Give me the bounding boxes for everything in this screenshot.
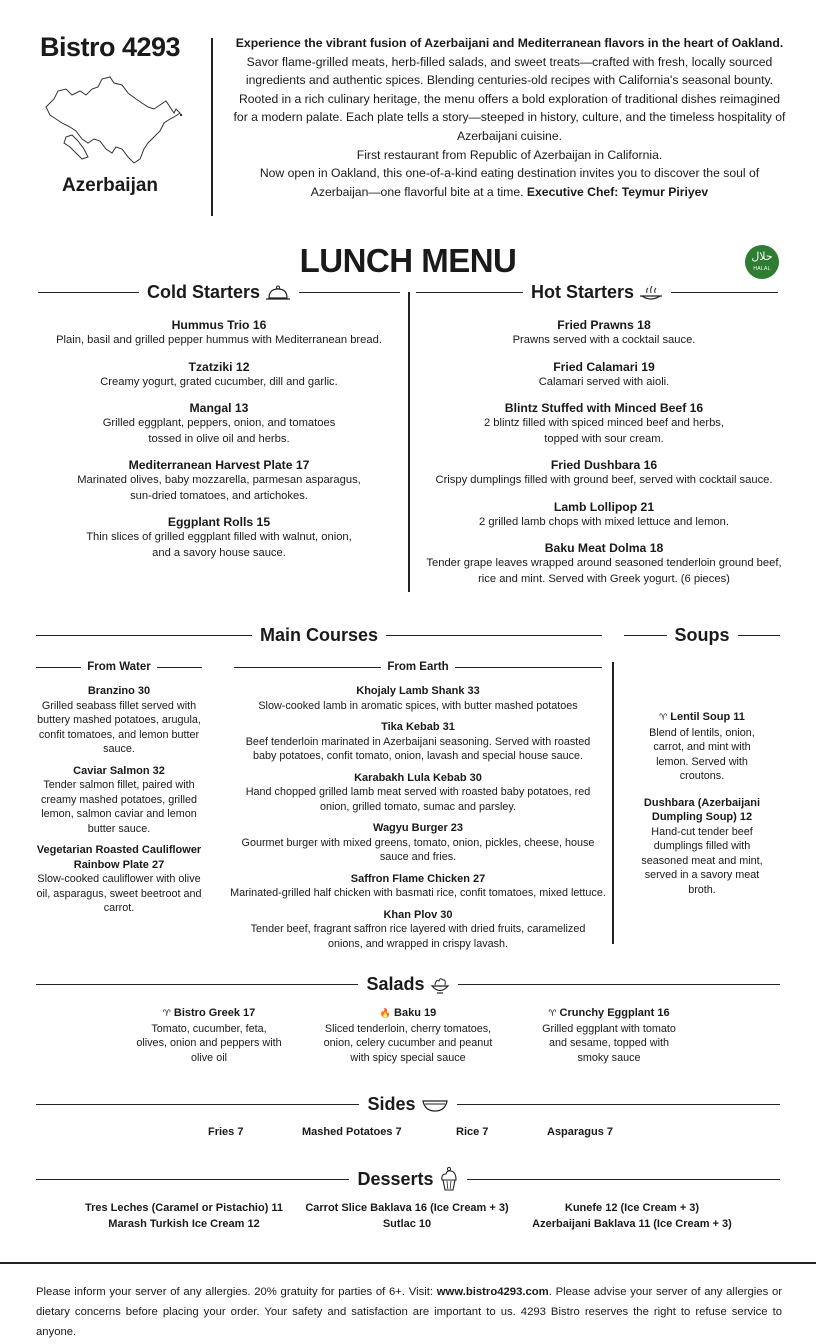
item-name: Lamb Lollipop 21 — [553, 499, 655, 514]
restaurant-name: Bistro 4293 — [39, 32, 181, 62]
item-description: Hand chopped grilled lamb meat served with roasted baby potatoes, red onion, grilled tomato, sumac and parsley. — [245, 786, 591, 813]
main-courses-header — [36, 625, 602, 646]
item-description: Beef tenderloin marinated in Azerbaijani seasoning. Served with roasted baby potatoes, confit tomato, onion, lavash and special house sauce. — [245, 735, 591, 762]
item-name: Blintz Stuffed with Minced Beef 16 — [504, 401, 704, 415]
from-water-list — [36, 684, 202, 923]
list-item — [38, 457, 400, 504]
item-description: Tender salmon fillet, paired with creamy mashed potatoes, grilled lemon, salmon caviar and lemon butter sauce. — [40, 779, 198, 835]
footer-divider — [0, 1262, 816, 1264]
item-description: Slow-cooked cauliflower with olive oil, asparagus, sweet beetroot and carrot. — [36, 873, 202, 914]
country-label: Azerbaijan — [61, 175, 159, 196]
item-description: 2 grilled lamb chops with mixed lettuce and lemon. — [479, 515, 729, 528]
item-name: Mangal 13 — [189, 401, 249, 415]
item-name: Fried Prawns 18 — [557, 318, 651, 332]
cold-starters-title: Cold Starters — [146, 282, 261, 302]
item-name: Caviar Salmon 32 — [73, 764, 165, 777]
list-item: Azerbaijani Baklava 11 (Ice Cream + 3) — [532, 1218, 732, 1230]
item-name: Khojaly Lamb Shank 33 — [356, 685, 480, 697]
soups-list — [636, 710, 768, 904]
item-description: Gourmet burger with mixed greens, tomato, onion, pickles, cheese, house sauce and fries. — [241, 836, 595, 863]
list-item — [416, 499, 792, 531]
dessert-column — [526, 1200, 738, 1232]
list-item: Carrot Slice Baklava 16 (Ice Cream + 3) — [305, 1202, 509, 1214]
list-item: Fries 7 — [208, 1126, 244, 1138]
header — [0, 30, 816, 220]
from-earth-title: From Earth — [387, 661, 449, 673]
menu-title: LUNCH MENU — [299, 242, 517, 279]
item-description: Sliced tenderloin, cherry tomatoes, onion, celery cucumber and peanut with spicy special sauce — [323, 1022, 493, 1064]
soups-title: Soups — [674, 625, 730, 645]
list-item — [36, 764, 202, 837]
item-description: Plain, basil and grilled pepper hummus with Mediterranean bread. — [56, 334, 382, 346]
item-name: Tzatziki 12 — [188, 359, 250, 374]
item-name: Baku Meat Dolma 18 — [544, 541, 664, 555]
item-description: Creamy yogurt, grated cucumber, dill and garlic. — [100, 375, 338, 388]
hot-dish-icon — [639, 284, 663, 302]
item-description: Slow-cooked lamb in aromatic spices, with butter mashed potatoes — [258, 699, 578, 712]
cold-starters-header — [38, 282, 400, 303]
halal-badge-icon — [745, 245, 779, 279]
item-name: Bistro Greek 17 — [173, 1007, 256, 1019]
salad-item-eggplant — [536, 1006, 682, 1065]
main-courses-title: Main Courses — [259, 625, 379, 645]
list-item — [416, 317, 792, 349]
salads-title: Salads — [366, 974, 425, 994]
hot-starters-title: Hot Starters — [530, 282, 635, 302]
soups-divider — [612, 662, 614, 944]
item-name: Crunchy Eggplant 16 — [559, 1007, 670, 1019]
item-name: Khan Plov 30 — [383, 908, 453, 921]
item-description: Grilled eggplant, peppers, onion, and tomatoes tossed in olive oil and herbs. — [102, 417, 336, 445]
item-description: Calamari served with aioli. — [538, 375, 670, 388]
sides-header — [36, 1094, 780, 1115]
list-item: Asparagus 7 — [547, 1126, 614, 1138]
item-name: Hummus Trio 16 — [171, 318, 267, 332]
salads-header — [36, 974, 780, 995]
item-name: Karabakh Lula Kebab 30 — [354, 771, 482, 784]
list-item — [228, 872, 608, 901]
list-item — [228, 771, 608, 815]
halal-label: HALAL — [753, 266, 771, 272]
soups-header — [624, 625, 780, 646]
dessert-column — [76, 1200, 292, 1232]
azerbaijan-map-icon — [36, 69, 184, 169]
from-water-header — [36, 661, 202, 673]
item-description: 2 blintz filled with spiced minced beef and herbs, topped with sour cream. — [483, 417, 725, 445]
item-name: Eggplant Rolls 15 — [167, 515, 271, 529]
bowl-icon — [421, 1098, 449, 1112]
item-name: Tika Kebab 31 — [381, 721, 455, 733]
desserts-title: Desserts — [357, 1168, 434, 1189]
footer-text-1: Please inform your server of any allergies. 20% gratuity for parties of 6+. Visit: — [36, 1286, 437, 1298]
list-item — [36, 843, 202, 916]
brand-block — [30, 30, 190, 197]
vegetarian-icon: ♈ — [162, 1009, 171, 1019]
list-item — [228, 821, 608, 865]
from-water-title: From Water — [87, 661, 151, 673]
item-description: Blend of lentils, onion, carrot, and mint with lemon. Served with croutons. — [649, 726, 755, 782]
cloche-icon — [265, 284, 291, 302]
intro-paragraph-1: Savor flame-grilled meats, herb-filled salads, and sweet treats—crafted with fresh, locally sourced ingredients and authentic spices. Blending centuries-old recipes with California's seasonal bounty. — [245, 54, 774, 88]
list-item — [38, 359, 400, 391]
item-description: Prawns served with a cocktail sauce. — [512, 334, 696, 346]
item-name: Baku 19 — [394, 1007, 437, 1019]
list-item — [416, 400, 792, 447]
list-item — [38, 400, 400, 447]
footer-notice — [36, 1282, 782, 1342]
list-item — [38, 317, 400, 349]
intro-text — [232, 34, 787, 201]
list-item — [416, 359, 792, 391]
vegetarian-icon: ♈ — [659, 713, 668, 723]
footer-text-2: . Please advise your server of any allergies or dietary concerns before placing your order. Your safety and satisfaction are important to us. 4293 Bistro reserves the right to refuse service to anyone. — [36, 1286, 782, 1338]
list-item — [38, 514, 400, 561]
intro-paragraph-3: First restaurant from Republic of Azerbaijan in California. — [356, 147, 663, 162]
item-name: Fried Dushbara 16 — [550, 458, 658, 472]
from-earth-list — [228, 684, 608, 958]
desserts-header — [36, 1166, 780, 1192]
cold-starters-list — [38, 317, 400, 571]
item-name: Vegetarian Roasted Cauliflower Rainbow Plate 27 — [36, 844, 202, 871]
list-item — [228, 908, 608, 952]
salad-item-greek — [136, 1006, 282, 1065]
item-description: Marinated olives, baby mozzarella, parmesan asparagus, sun-dried tomatoes, and artichokes. — [77, 474, 361, 502]
list-item: Rice 7 — [456, 1126, 489, 1138]
intro-paragraph-4: Now open in Oakland, this one-of-a-kind eating destination invites you to discover the soul of Azerbaijan—one flavorful bite at a time. — [259, 166, 760, 199]
hot-starters-list — [416, 317, 792, 597]
item-description: Marinated-grilled half chicken with basmati rice, confit tomatoes, mixed lettuce. — [230, 887, 606, 899]
list-item: Marash Turkish Ice Cream 12 — [108, 1218, 260, 1230]
salad-item-baku — [318, 1006, 498, 1065]
spicy-icon: 🔥 — [379, 1009, 391, 1019]
list-item — [228, 720, 608, 764]
item-name: Mediterranean Harvest Plate 17 — [128, 458, 310, 472]
salad-bowl-icon — [430, 975, 450, 995]
executive-chef: Executive Chef: Teymur Piriyev — [526, 184, 709, 199]
halal-arabic: حلال — [751, 250, 773, 263]
vegetarian-icon: ♈ — [548, 1009, 557, 1019]
website-link[interactable]: www.bistro4293.com — [436, 1286, 549, 1298]
item-description: Grilled eggplant with tomato and sesame, topped with smoky sauce — [542, 1022, 676, 1064]
item-name: Wagyu Burger 23 — [372, 822, 464, 834]
list-item: Sutlac 10 — [382, 1218, 432, 1230]
dessert-column — [300, 1200, 514, 1232]
cupcake-icon — [439, 1166, 459, 1192]
item-description: Tender beef, fragrant saffron rice layered with dried fruits, caramelized onions, and wrapped in crispy lavash. — [250, 923, 586, 950]
list-item — [36, 684, 202, 757]
item-name: Branzino 30 — [87, 685, 151, 697]
starters-divider — [408, 292, 410, 592]
item-description: Tender grape leaves wrapped around seasoned tenderloin ground beef, rice and mint. Served with Greek yogurt. (6 pieces) — [426, 557, 782, 585]
list-item — [416, 540, 792, 587]
item-description: Tomato, cucumber, feta, olives, onion and peppers with olive oil — [136, 1022, 282, 1064]
item-name: Dushbara (Azerbaijani Dumpling Soup) 12 — [643, 796, 761, 823]
item-name: Fried Calamari 19 — [553, 359, 655, 374]
sides-title: Sides — [367, 1094, 416, 1114]
item-description: Grilled seabass fillet served with buttery mashed potatoes, arugula, confit tomatoes, and lemon butter sauce. — [37, 699, 201, 755]
list-item: Kunefe 12 (Ice Cream + 3) — [564, 1202, 700, 1214]
item-description: Thin slices of grilled eggplant filled with walnut, onion, and a savory house sauce. — [86, 531, 352, 559]
intro-paragraph-2: Rooted in a rich culinary heritage, the menu offers a bold exploration of traditional dishes reimagined for a modern palate. Each plate tells a story—steeped in history, culture, and the timeless hospitality of Azerbaijani cuisine. — [233, 91, 786, 143]
list-item: Tres Leches (Caramel or Pistachio) 11 — [84, 1202, 284, 1214]
list-item — [416, 457, 792, 489]
item-name: Lentil Soup 11 — [670, 711, 745, 723]
hot-starters-header — [416, 282, 778, 303]
item-description: Crispy dumplings filled with ground beef, served with cocktail sauce. — [435, 474, 773, 486]
item-name: Saffron Flame Chicken 27 — [350, 872, 486, 885]
list-item — [636, 710, 768, 784]
from-earth-header — [234, 661, 602, 673]
header-divider — [211, 38, 213, 216]
list-item — [228, 684, 608, 713]
item-description: Hand-cut tender beef dumplings filled with seasoned meat and mint, served in a savory meat broth. — [641, 825, 763, 896]
list-item: Mashed Potatoes 7 — [302, 1126, 402, 1138]
list-item — [636, 796, 768, 898]
intro-lead: Experience the vibrant fusion of Azerbaijani and Mediterranean flavors in the heart of Oakland. — [235, 36, 784, 50]
